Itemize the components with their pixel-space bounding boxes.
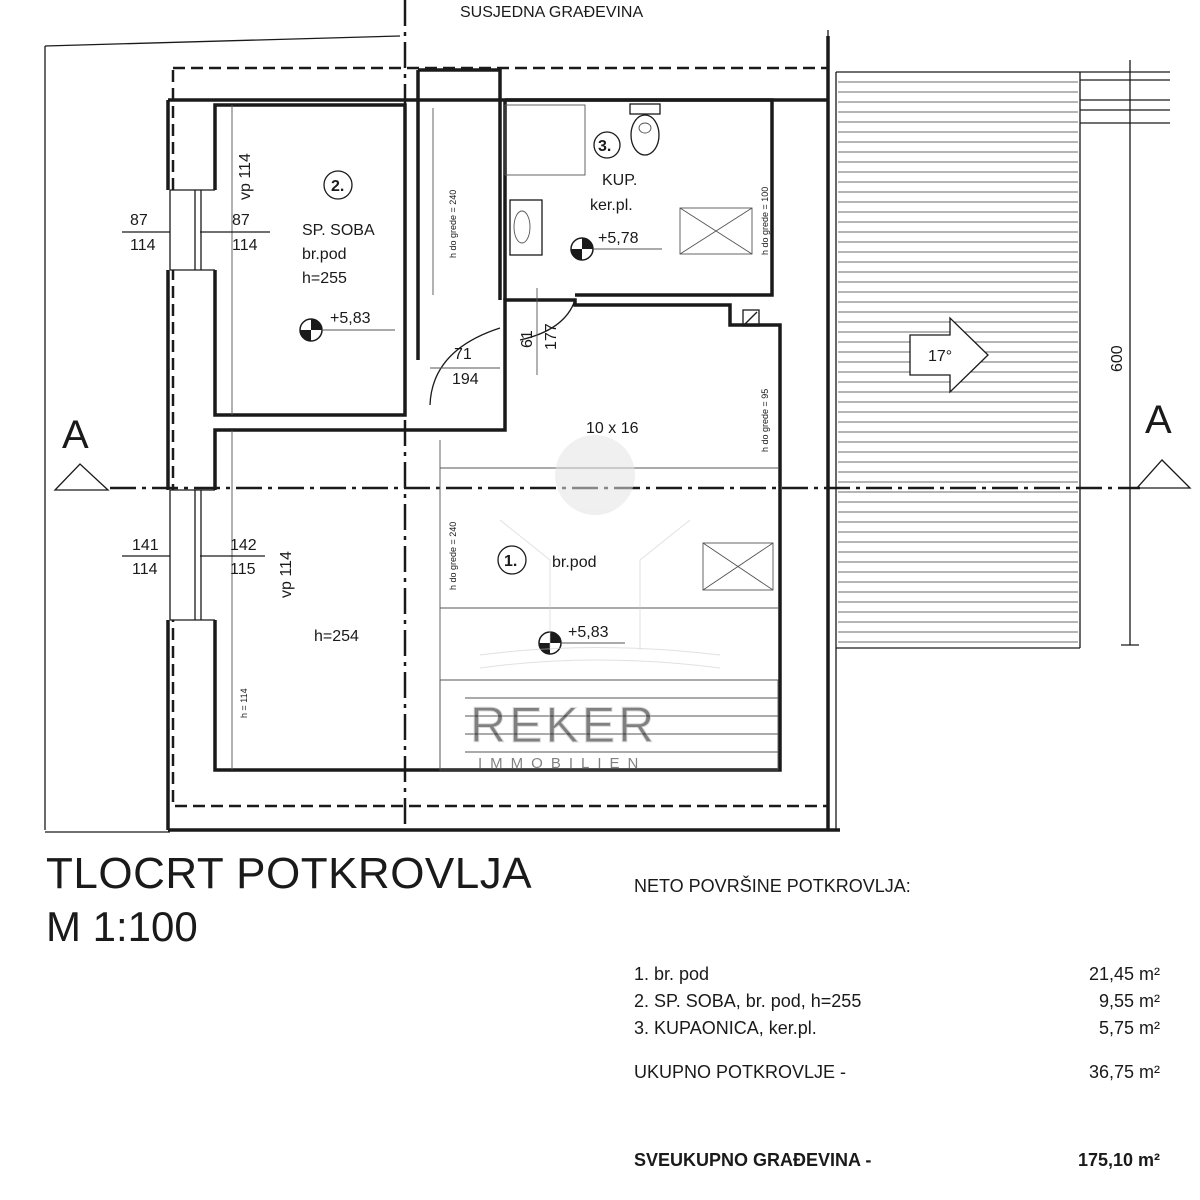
svg-text:87: 87 bbox=[232, 212, 250, 229]
section-arrow-right bbox=[1137, 460, 1190, 488]
dim-window-bottom-inner bbox=[200, 537, 265, 578]
area-row-value: 5,75 m² bbox=[1098, 1018, 1160, 1038]
room-1-height: h=254 bbox=[314, 628, 359, 645]
neighbor-line bbox=[45, 36, 400, 46]
room-2-number: 2. bbox=[331, 178, 345, 195]
skylight-main bbox=[703, 543, 773, 590]
drawing-title: TLOCRT POTKROVLJA bbox=[46, 849, 533, 898]
room-2-height: h=255 bbox=[302, 270, 347, 287]
area-row-name: 1. br. pod bbox=[634, 964, 710, 984]
svg-text:114: 114 bbox=[232, 237, 258, 254]
beam-height-hall: h do grede = 95 bbox=[760, 388, 770, 452]
room-2-floor: br.pod bbox=[302, 246, 347, 263]
room-3-number: 3. bbox=[598, 138, 612, 155]
svg-text:114: 114 bbox=[130, 237, 156, 254]
room-3-level: +5,78 bbox=[598, 230, 639, 247]
section-marker-left: A bbox=[62, 413, 89, 457]
roof-slope: 17° bbox=[928, 348, 953, 365]
neighbor-label: SUSJEDNA GRAĐEVINA bbox=[460, 4, 644, 21]
area-row-value: 21,45 m² bbox=[1088, 964, 1160, 984]
sink-icon bbox=[510, 200, 542, 255]
skylight-bath bbox=[680, 208, 752, 254]
room-3-walls bbox=[505, 100, 772, 295]
watermark-logo bbox=[470, 435, 720, 772]
svg-text:71: 71 bbox=[454, 346, 472, 363]
area-grand-total-value: 175,10 m² bbox=[1077, 1150, 1160, 1170]
room-1-h-label: h = 114 bbox=[239, 688, 249, 718]
svg-text:194: 194 bbox=[452, 371, 479, 388]
room-2-vp-label: vp 114 bbox=[237, 153, 254, 200]
area-total-value: 36,75 m² bbox=[1088, 1062, 1160, 1082]
drawing-scale: M 1:100 bbox=[46, 902, 198, 950]
drawing-title-block bbox=[46, 848, 532, 953]
area-row-name: 2. SP. SOBA, br. pod, h=255 bbox=[634, 991, 862, 1011]
room-1-level: +5,83 bbox=[568, 624, 609, 641]
beam-height-bath: h do grede = 100 bbox=[760, 186, 770, 255]
opening-dimension: 10 x 16 bbox=[586, 420, 639, 437]
area-total-name: UKUPNO POTKROVLJE - bbox=[634, 1062, 847, 1082]
svg-text:141: 141 bbox=[132, 537, 159, 554]
room-1-floor: br.pod bbox=[552, 554, 597, 571]
dim-window-top-outer bbox=[122, 212, 170, 254]
svg-text:IMMOBILIEN: IMMOBILIEN bbox=[478, 755, 647, 772]
area-table bbox=[630, 858, 1170, 1200]
dim-window-top-inner bbox=[200, 212, 270, 254]
dim-door-v1: 61 bbox=[519, 330, 536, 348]
svg-text:115: 115 bbox=[230, 561, 256, 578]
roof-length: 600 bbox=[1109, 345, 1126, 372]
beam-height-top: h do grede = 240 bbox=[448, 189, 458, 258]
svg-text:REKER: REKER bbox=[470, 697, 658, 753]
section-arrow-left bbox=[55, 464, 108, 490]
room-1-number: 1. bbox=[504, 553, 518, 570]
beam-height-bottom: h do grede = 240 bbox=[448, 521, 458, 590]
dim-window-bottom-outer bbox=[122, 537, 170, 578]
area-grand-total-name: SVEUKUPNO GRAĐEVINA - bbox=[634, 1150, 872, 1170]
area-table-heading: NETO POVRŠINE POTKROVLJA: bbox=[634, 876, 911, 896]
room-3-floor: ker.pl. bbox=[590, 197, 633, 214]
svg-text:87: 87 bbox=[130, 212, 148, 229]
room-2-name: SP. SOBA bbox=[302, 222, 375, 239]
section-marker-right: A bbox=[1145, 398, 1172, 442]
toilet-icon bbox=[630, 104, 660, 155]
area-row-name: 3. KUPAONICA, ker.pl. bbox=[634, 1018, 817, 1038]
dim-door-v2: 177 bbox=[543, 323, 560, 350]
corridor-wall bbox=[418, 70, 500, 300]
svg-text:142: 142 bbox=[230, 537, 257, 554]
dim-door bbox=[452, 346, 479, 388]
area-row-value: 9,55 m² bbox=[1098, 991, 1160, 1011]
room-3-name: KUP. bbox=[602, 172, 638, 189]
room-2-level: +5,83 bbox=[330, 310, 371, 327]
svg-text:114: 114 bbox=[132, 561, 158, 578]
bath-cabinet bbox=[505, 105, 585, 175]
room-1-vp-label: vp 114 bbox=[278, 551, 295, 598]
